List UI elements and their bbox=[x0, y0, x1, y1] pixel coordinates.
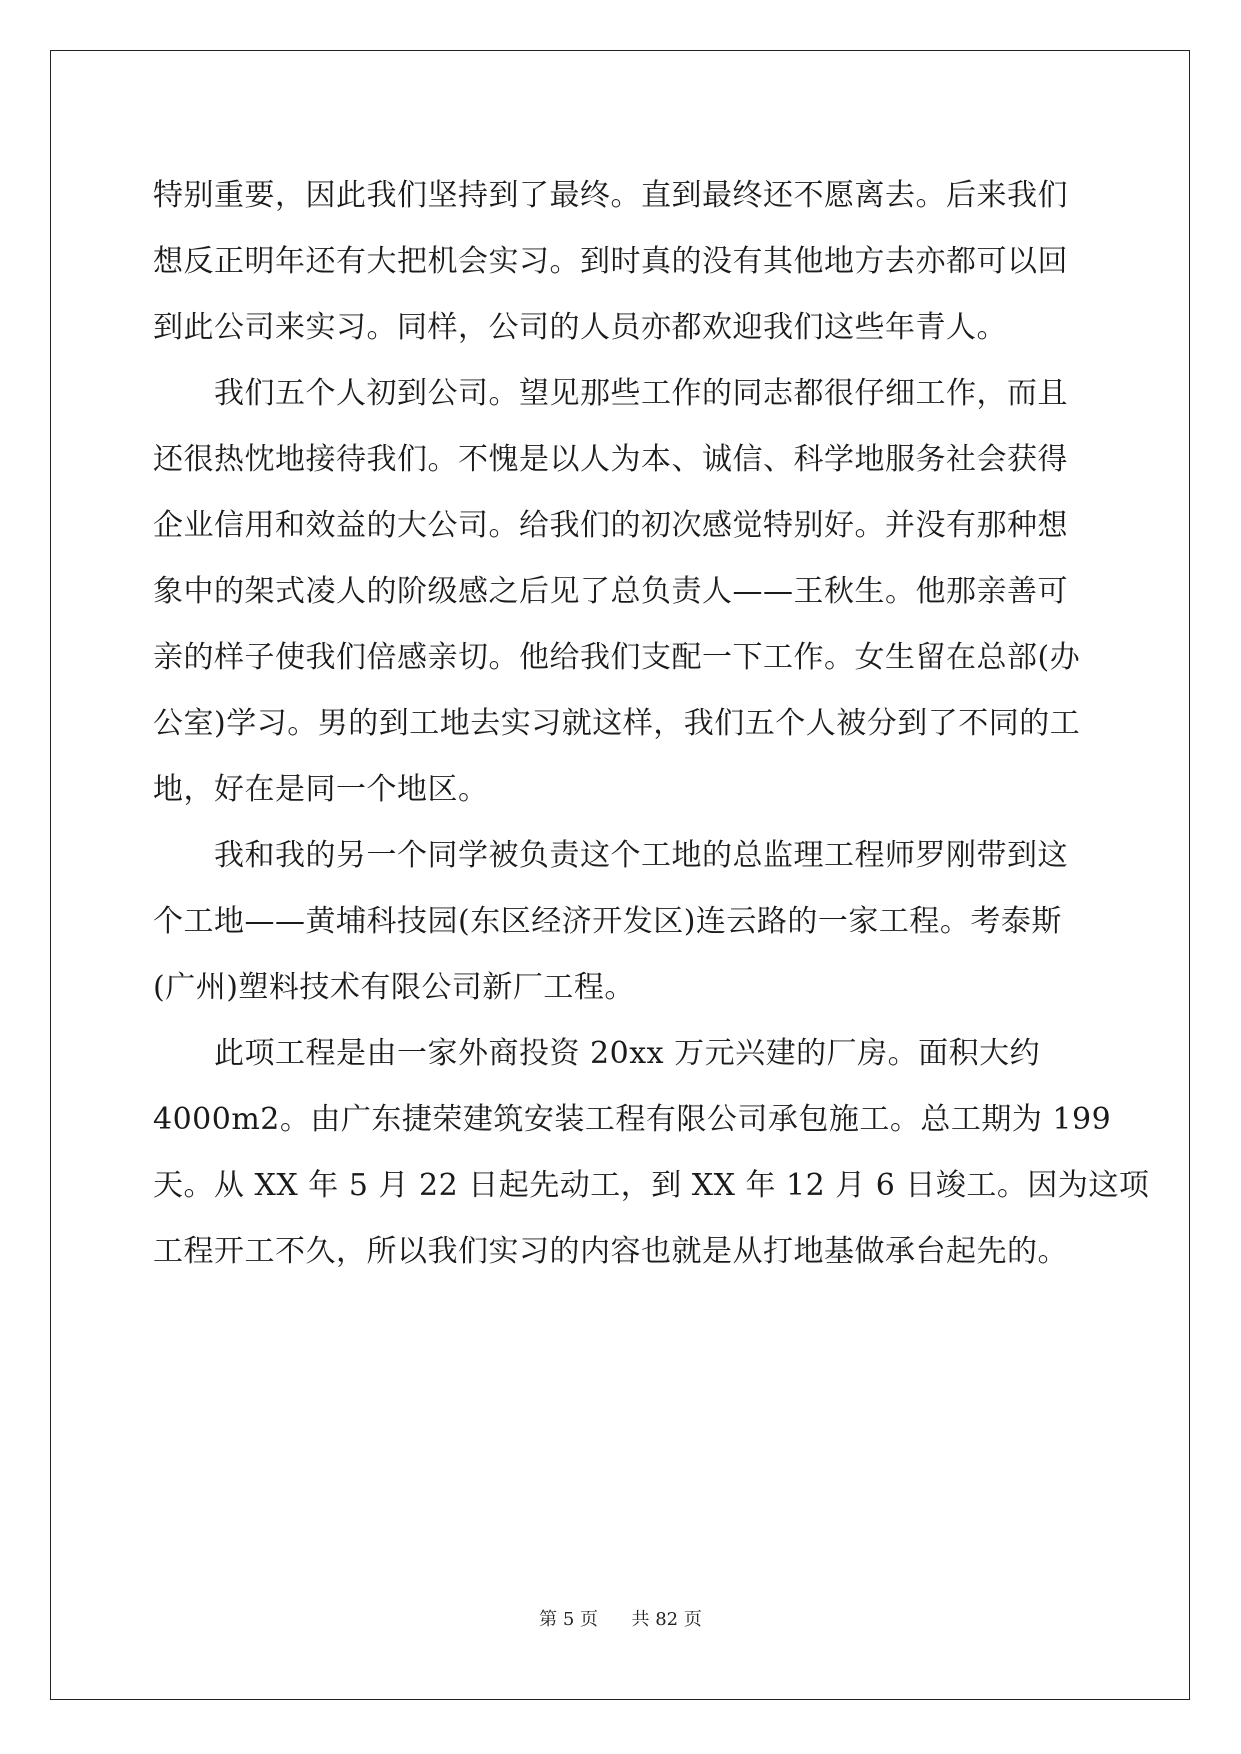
text-line: 亲的样子使我们倍感亲切。他给我们支配一下工作。女生留在总部(办 bbox=[153, 640, 1081, 675]
text-line: 个工地——黄埔科技园(东区经济开发区)连云路的一家工程。考泰斯 bbox=[153, 904, 1062, 939]
text-line: (广州)塑料技术有限公司新厂工程。 bbox=[153, 970, 635, 1005]
text-line: 天。从 XX 年 5 月 22 日起先动工，到 XX 年 12 月 6 日竣工。因为这项 bbox=[153, 1168, 1150, 1203]
text-line: 此项工程是由一家外商投资 20xx 万元兴建的厂房。面积大约 bbox=[153, 1036, 1041, 1071]
text-line: 到此公司来实习。同样，公司的人员亦都欢迎我们这些年青人。 bbox=[153, 310, 1007, 345]
text-line: 公室)学习。男的到工地去实习就这样，我们五个人被分到了不同的工 bbox=[153, 706, 1081, 741]
text-line: 想反正明年还有大把机会实习。到时真的没有其他地方去亦都可以回 bbox=[153, 244, 1068, 279]
text-line: 我和我的另一个同学被负责这个工地的总监理工程师罗刚带到这 bbox=[153, 838, 1068, 873]
text-line: 企业信用和效益的大公司。给我们的初次感觉特别好。并没有那种想 bbox=[153, 508, 1068, 543]
page-total: 共 82 页 bbox=[631, 1609, 702, 1630]
text-line: 还很热忱地接待我们。不愧是以人为本、诚信、科学地服务社会获得 bbox=[153, 442, 1068, 477]
text-line: 4000m2。由广东捷荣建筑安装工程有限公司承包施工。总工期为 199 bbox=[153, 1102, 1112, 1137]
document-body bbox=[153, 163, 1150, 1285]
text-line: 地，好在是同一个地区。 bbox=[153, 772, 489, 807]
text-line: 象中的架式凌人的阶级感之后见了总负责人——王秋生。他那亲善可 bbox=[153, 574, 1068, 609]
paragraph-1 bbox=[153, 163, 1090, 361]
text-line: 特别重要，因此我们坚持到了最终。直到最终还不愿离去。后来我们 bbox=[153, 178, 1068, 213]
text-line: 工程开工不久，所以我们实习的内容也就是从打地基做承台起先的。 bbox=[153, 1234, 1068, 1269]
text-line: 我们五个人初到公司。望见那些工作的同志都很仔细工作，而且 bbox=[153, 376, 1068, 411]
page-footer bbox=[0, 1605, 1241, 1631]
paragraph-3 bbox=[153, 823, 1090, 1021]
paragraph-2 bbox=[153, 361, 1090, 823]
page-number: 第 5 页 bbox=[539, 1609, 599, 1630]
paragraph-4 bbox=[153, 1021, 1150, 1285]
